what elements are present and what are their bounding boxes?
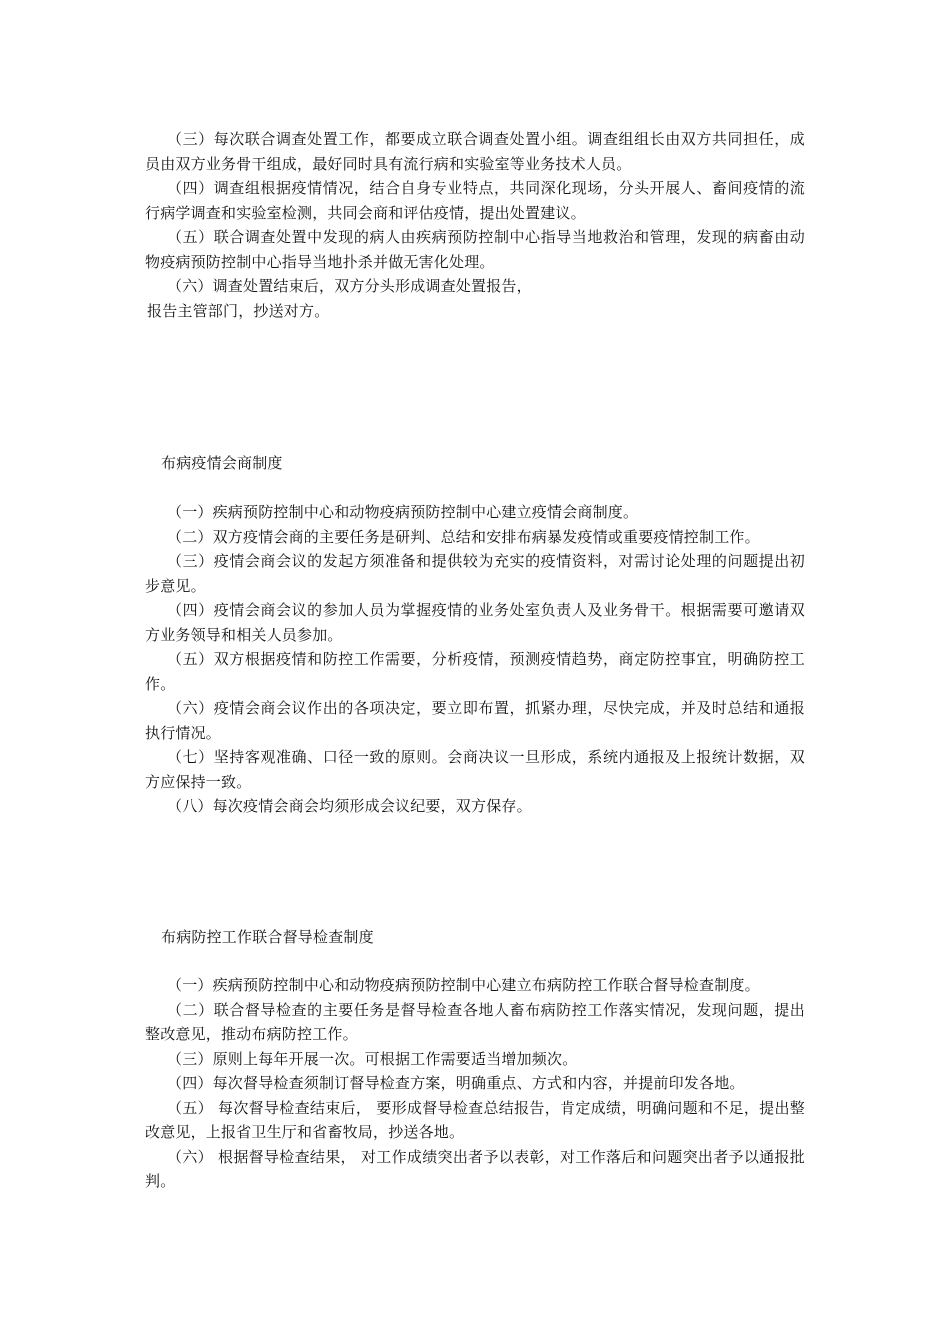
paragraph: （三）每次联合调查处置工作，都要成立联合调查处置小组。调查组组长由双方共同担任，成员由双方业务骨干组成，最好同时具有流行病和实验室等业务技术人员。: [145, 130, 805, 173]
paragraph: （二）双方疫情会商的主要任务是研判、总结和安排布病暴发疫情或重要疫情控制工作。: [167, 527, 760, 546]
paragraph: （四）疫情会商会议的参加人员为掌握疫情的业务处室负责人及业务骨干。根据需要可邀请双方业务领导和相关人员参加。: [145, 601, 805, 644]
paragraph: （五）双方根据疫情和防控工作需要，分析疫情，预测疫情趋势，商定防控事宜，明确防控工作。: [145, 650, 805, 693]
paragraph: （二）联合督导检查的主要任务是督导检查各地人畜布病防控工作落实情况，发现问题，提出整改意见，推动布病防控工作。: [145, 1000, 805, 1043]
section-title-supervision: 布病防控工作联合督导检查制度: [161, 928, 374, 946]
paragraph: （四）每次督导检查须制订督导检查方案，明确重点、方式和内容，并提前印发各地。: [167, 1074, 745, 1092]
paragraph-continuation: 报告主管部门，抄送对方。: [147, 301, 330, 320]
paragraph: （三）原则上每年开展一次。可根据工作需要适当增加频次。: [167, 1049, 578, 1068]
paragraph: （四）调查组根据疫情情况，结合自身专业特点，共同深化现场，分头开展人、畜间疫情的流行病学调查和实验室检测，共同会商和评估疫情，提出处置建议。: [145, 179, 805, 222]
paragraph: （五）联合调查处置中发现的病人由疾病预防控制中心指导当地救治和管理，发现的病畜由动物疫病预防控制中心指导当地扑杀并做无害化处理。: [145, 228, 805, 271]
paragraph: （八）每次疫情会商会均须形成会议纪要，双方保存。: [167, 797, 532, 815]
section-supervision: [145, 973, 805, 1194]
paragraph: （六）调查处置结束后，双方分头形成调查处置报告，: [167, 277, 532, 295]
paragraph: （五） 每次督导检查结束后， 要形成督导检查总结报告，肯定成绩，明确问题和不足，提出整改意见，上报省卫生厅和省畜牧局，抄送各地。: [145, 1098, 805, 1141]
paragraph: （一）疾病预防控制中心和动物疫病预防控制中心建立疫情会商制度。: [167, 503, 639, 521]
section-title-consultation: 布病疫情会商制度: [161, 454, 283, 472]
paragraph: （一）疾病预防控制中心和动物疫病预防控制中心建立布病防控工作联合督导检查制度。: [167, 976, 760, 994]
paragraph: （六）疫情会商会议作出的各项决定，要立即布置，抓紧办理，尽快完成，并及时总结和通报执行情况。: [145, 699, 805, 742]
paragraph: （七）坚持客观准确、口径一致的原则。会商决议一旦形成，系统内通报及上报统计数据，双方应保持一致。: [145, 748, 805, 791]
paragraph: （三）疫情会商会议的发起方须准备和提供较为充实的疫情资料，对需讨论处理的问题提出初步意见。: [145, 552, 805, 595]
section-consultation: [145, 500, 805, 819]
section-joint-investigation: [145, 127, 805, 323]
paragraph: （六） 根据督导检查结果， 对工作成绩突出者予以表彰，对工作落后和问题突出者予以通报批判。: [145, 1147, 805, 1190]
